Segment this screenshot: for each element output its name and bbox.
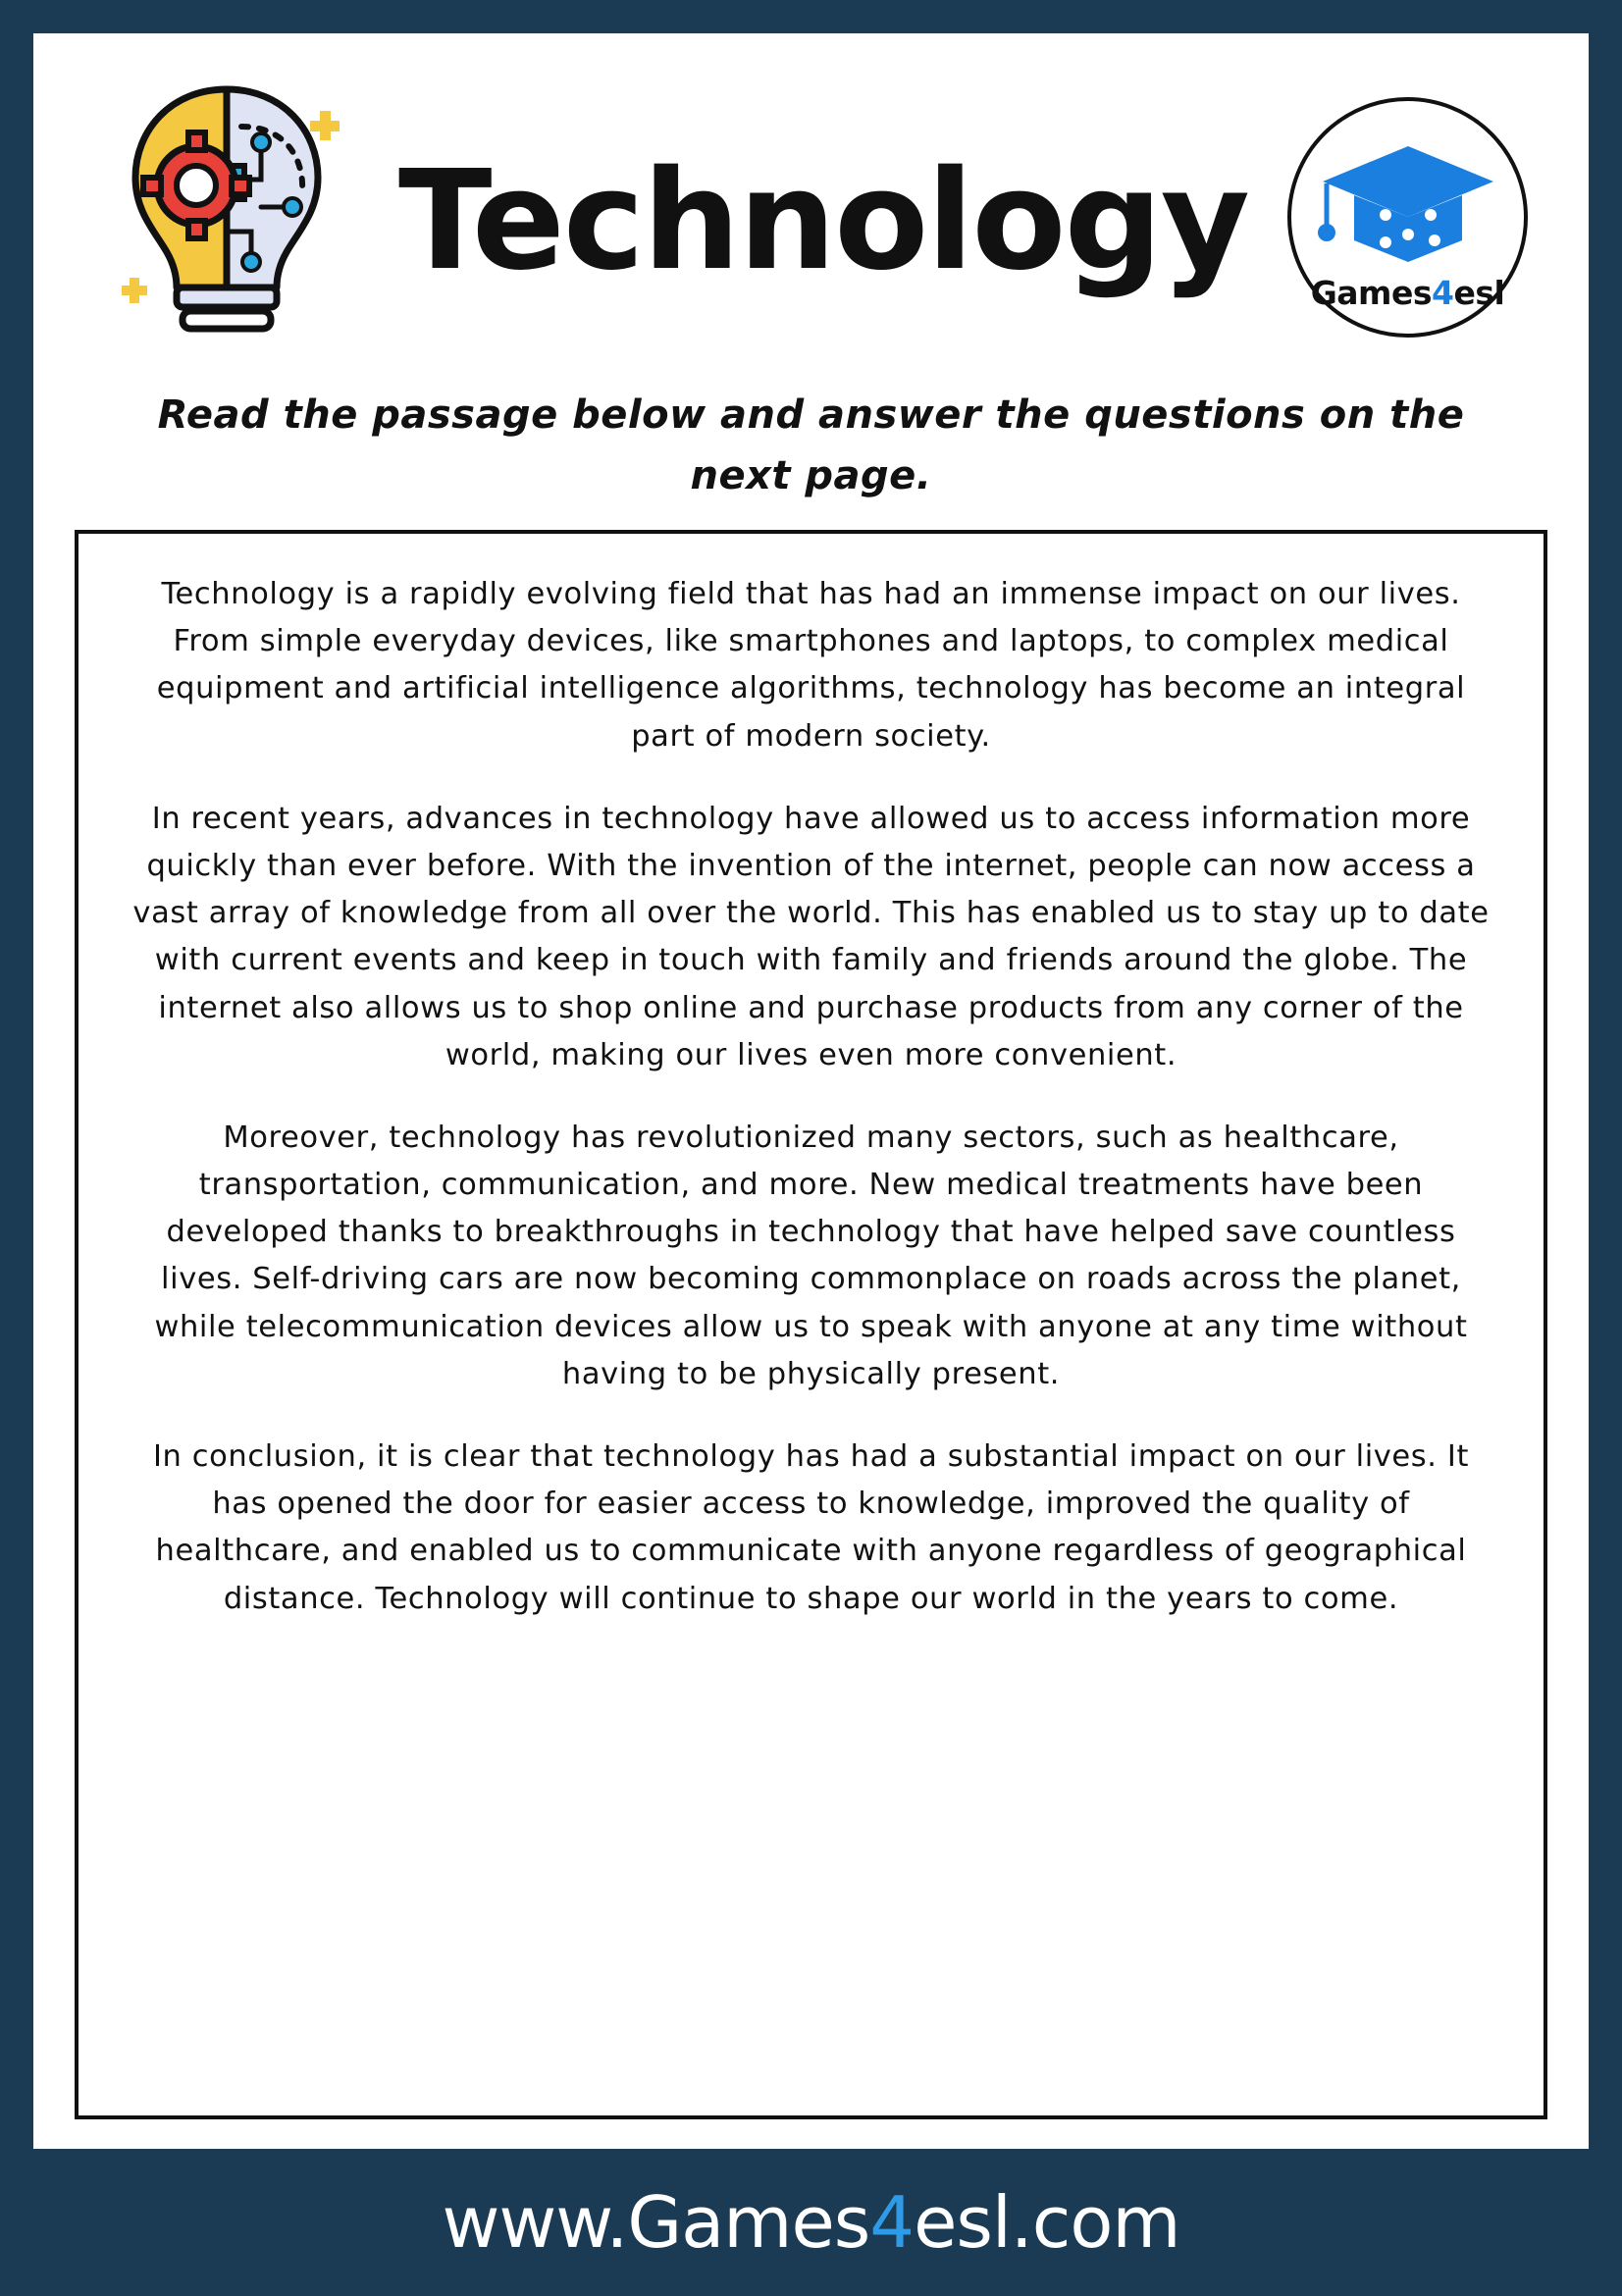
logo-brand-part-1: Games <box>1310 273 1432 312</box>
instruction-text: Read the passage below and answer the questions on the next page. <box>157 392 1465 498</box>
passage-box <box>75 530 1547 2119</box>
footer-website <box>442 2181 1179 2264</box>
logo-brand-part-3: esl <box>1453 273 1505 312</box>
footer-website-part-2: 4 <box>869 2181 915 2264</box>
logo-brand-text <box>1287 274 1528 312</box>
passage-paragraph: In recent years, advances in technology have allowed us to access information more quickly than ever before. With the invention of the internet, people can now access a vast array of knowledge from all over the world. This has enabled us to stay up to date with current events and keep in touch with family and friends around the globe. The internet also allows us to shop online and purchase products from any corner of the world, making our lives even more convenient. <box>132 801 1490 1072</box>
logo-brand-part-2: 4 <box>1431 273 1454 312</box>
passage-paragraph: In conclusion, it is clear that technology has had a substantial impact on our lives. It has opened the door for easier access to knowledge, improved the quality of healthcare, and enabled us to communicate with anyone regardless of geographical distance. Technology will continue to shape our world in the years to come. <box>152 1439 1470 1616</box>
worksheet-sheet <box>33 33 1589 2149</box>
lightbulb-gear-circuit-icon <box>94 70 359 364</box>
passage-paragraph: Moreover, technology has revolutionized many sectors, such as healthcare, transportation, communication, and more. New medical treatments have been developed thanks to breakthroughs in technology that have helped save countless lives. Self-driving cars are now becoming commonplace on roads across the planet, while telecommunication devices allow us to speak with anyone at any time without having to be physically present. <box>154 1120 1468 1391</box>
passage-paragraph: Technology is a rapidly evolving field that has had an immense impact on our lives. From simple everyday devices, like smartphones and laptops, to complex medical equipment and artificial intelligence algorithms, technology has become an integral part of modern society. <box>156 577 1466 754</box>
page-title: Technology <box>397 141 1248 301</box>
footer-website-part-3: esl.com <box>914 2181 1180 2264</box>
footer-website-part-1: www.Games <box>442 2181 870 2264</box>
games4esl-logo <box>1287 97 1528 338</box>
graduation-cap-icon <box>1315 138 1501 266</box>
worksheet-header <box>75 55 1547 379</box>
worksheet-footer <box>33 2149 1589 2296</box>
